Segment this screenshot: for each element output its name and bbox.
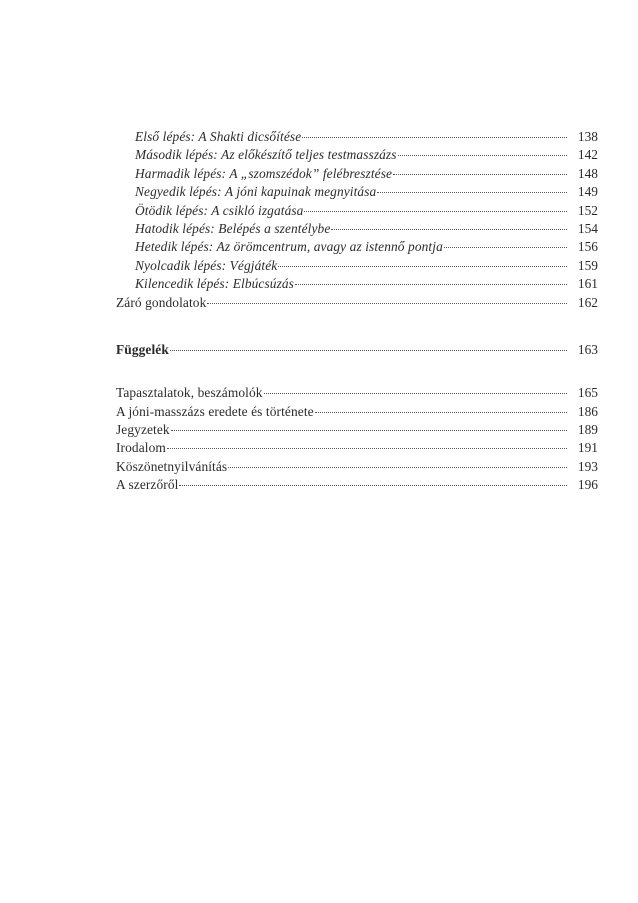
toc-entry-title: Tapasztalatok, beszámolók bbox=[116, 385, 263, 401]
dot-leader bbox=[302, 137, 567, 138]
toc-entry[interactable] bbox=[116, 275, 598, 293]
toc-entry-title: Jegyzetek bbox=[116, 422, 170, 438]
toc-entry-title: Hatodik lépés: Belépés a szentélybe bbox=[135, 220, 331, 236]
toc-entry[interactable] bbox=[116, 183, 598, 201]
toc-entry-page: 189 bbox=[577, 422, 598, 438]
toc-entry[interactable] bbox=[116, 220, 598, 238]
dot-leader bbox=[315, 412, 567, 413]
dot-leader bbox=[207, 303, 567, 304]
dot-leader bbox=[179, 485, 567, 486]
dot-leader bbox=[444, 247, 567, 248]
toc-entry[interactable] bbox=[116, 458, 598, 476]
dot-leader bbox=[264, 393, 567, 394]
toc-entry-title: Függelék bbox=[116, 341, 169, 357]
toc-entry-title: Záró gondolatok bbox=[116, 294, 207, 310]
toc-entry-title: Kilencedik lépés: Elbúcsúzás bbox=[135, 276, 294, 292]
toc-entry-title: Nyolcadik lépés: Végjáték bbox=[135, 257, 278, 273]
toc-entry-page: 193 bbox=[577, 458, 598, 474]
toc-entry-title: Ötödik lépés: A csikló izgatása bbox=[135, 202, 304, 218]
toc-entry-page: 196 bbox=[577, 477, 598, 493]
toc-entry-page: 186 bbox=[577, 403, 598, 419]
toc-entry[interactable] bbox=[116, 384, 598, 402]
toc-entry[interactable] bbox=[116, 421, 598, 439]
toc-entry-title: Hetedik lépés: Az örömcentrum, avagy az istennő pontja bbox=[135, 239, 443, 255]
toc-entry-title: Köszönetnyilvánítás bbox=[116, 458, 228, 474]
toc-entry[interactable] bbox=[116, 165, 598, 183]
toc-entry[interactable] bbox=[116, 476, 598, 494]
toc-entry-page: 165 bbox=[577, 385, 598, 401]
dot-leader bbox=[171, 430, 567, 431]
toc-entry[interactable] bbox=[116, 146, 598, 164]
toc-entry-title: A szerzőről bbox=[116, 477, 179, 493]
toc-entry-page: 154 bbox=[577, 220, 598, 236]
toc-entry-page: 138 bbox=[577, 129, 598, 144]
toc-entry[interactable] bbox=[116, 439, 598, 457]
toc-entry-title: Második lépés: Az előkészítő teljes testmasszázs bbox=[135, 147, 397, 163]
dot-leader bbox=[304, 211, 567, 212]
dot-leader bbox=[278, 266, 567, 267]
toc-entry-title: Negyedik lépés: A jóni kapuinak megnyitása bbox=[135, 184, 377, 200]
toc-entry-page: 161 bbox=[577, 276, 598, 292]
dot-leader bbox=[228, 467, 567, 468]
toc-entry-page: 156 bbox=[577, 239, 598, 255]
toc-entry-page: 149 bbox=[577, 184, 598, 200]
toc-entry-title: Harmadik lépés: A „szomszédok” felébresztése bbox=[135, 165, 393, 181]
toc-back-matter-section bbox=[116, 384, 598, 494]
dot-leader bbox=[170, 350, 567, 351]
toc-entry-page: 191 bbox=[577, 440, 598, 456]
toc-entry[interactable] bbox=[116, 238, 598, 256]
toc-entry-title: Irodalom bbox=[116, 440, 166, 456]
toc-entry-page: 163 bbox=[577, 341, 598, 357]
dot-leader bbox=[377, 192, 567, 193]
toc-entry[interactable] bbox=[116, 257, 598, 275]
toc-steps-section bbox=[116, 128, 598, 312]
toc-entry[interactable] bbox=[116, 202, 598, 220]
table-of-contents bbox=[116, 128, 598, 495]
toc-entry-page: 162 bbox=[577, 294, 598, 310]
toc-entry-page: 142 bbox=[577, 147, 598, 163]
toc-entry-page: 159 bbox=[577, 257, 598, 273]
toc-entry[interactable] bbox=[116, 128, 598, 146]
toc-entry-title: A jóni-masszázs eredete és története bbox=[116, 403, 314, 419]
toc-entry[interactable] bbox=[116, 403, 598, 421]
dot-leader bbox=[398, 155, 567, 156]
dot-leader bbox=[167, 448, 567, 449]
toc-entry-page: 148 bbox=[577, 165, 598, 181]
dot-leader bbox=[393, 174, 567, 175]
dot-leader bbox=[331, 229, 567, 230]
dot-leader bbox=[295, 284, 567, 285]
toc-entry-closing[interactable] bbox=[116, 294, 598, 312]
toc-appendix-section bbox=[116, 341, 598, 359]
toc-entry-appendix[interactable] bbox=[116, 341, 598, 359]
toc-entry-title: Első lépés: A Shakti dicsőítése bbox=[135, 129, 302, 144]
toc-entry-page: 152 bbox=[577, 202, 598, 218]
